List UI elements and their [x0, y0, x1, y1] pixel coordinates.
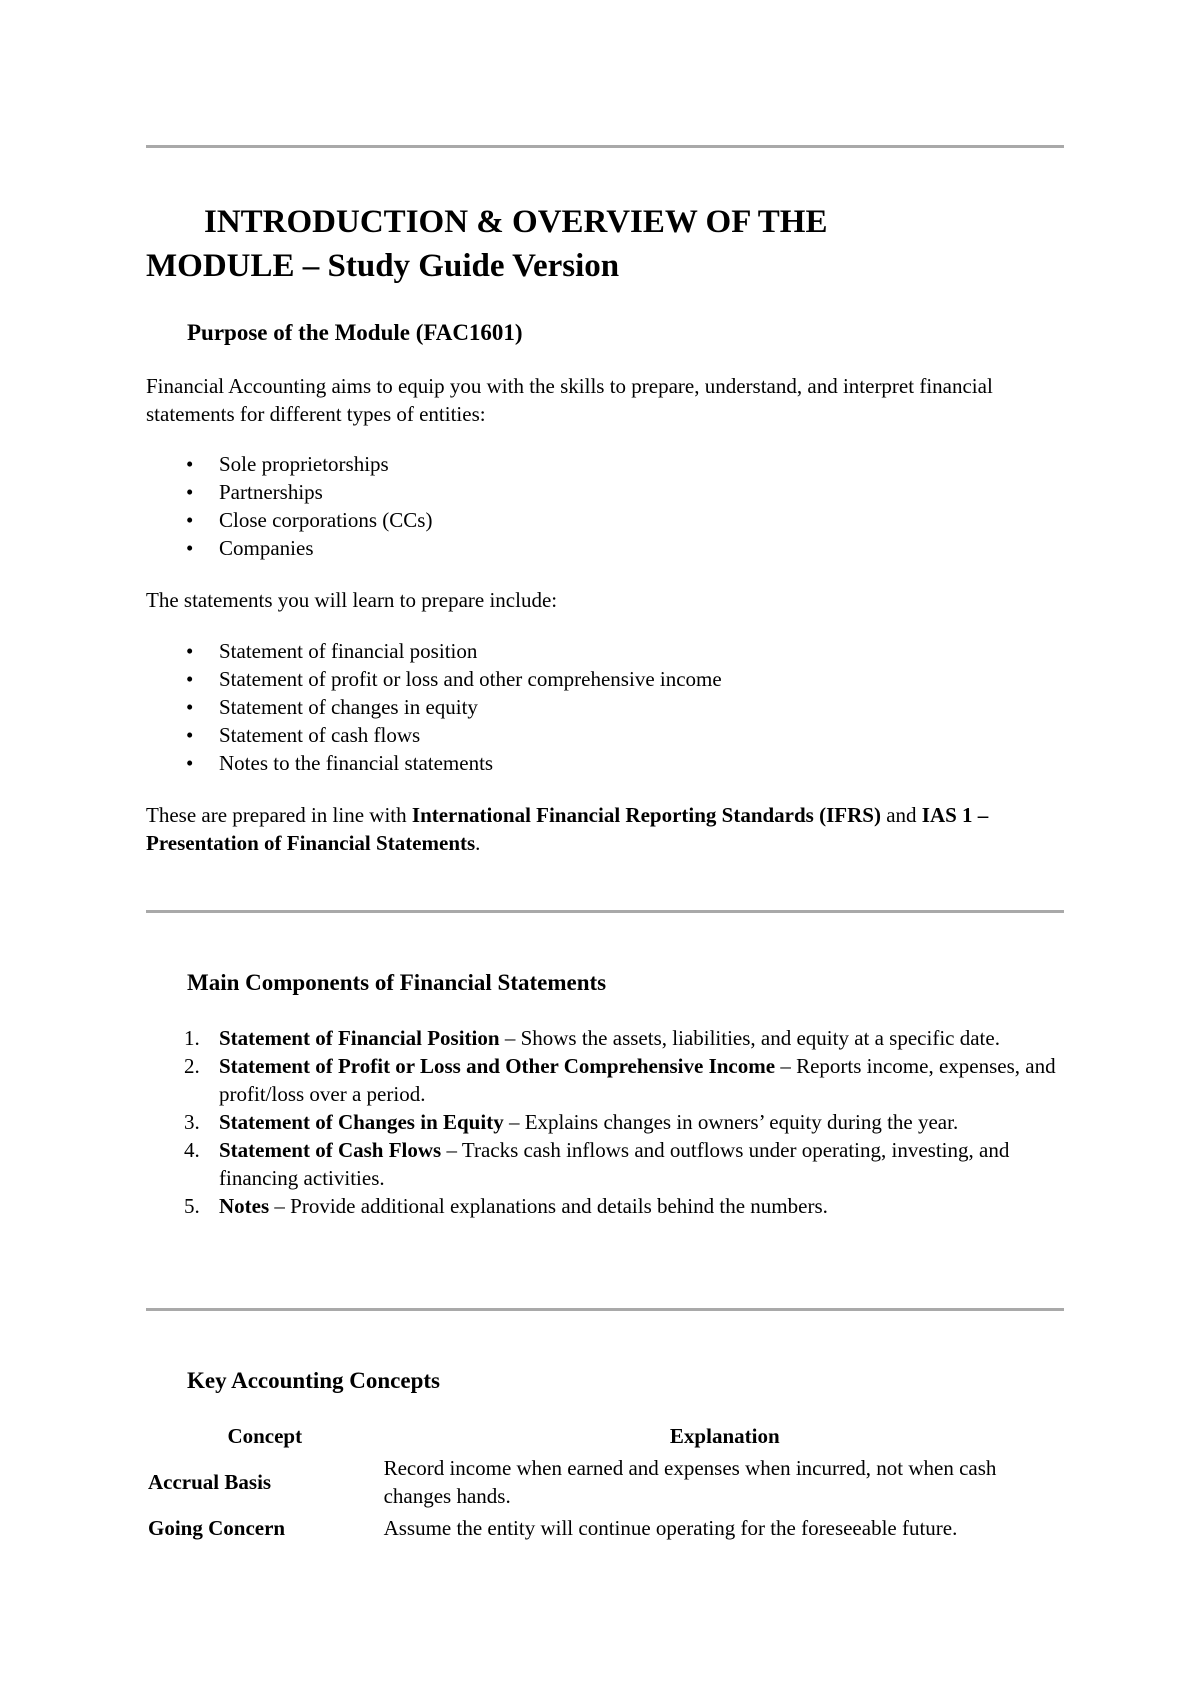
components-list	[146, 1024, 1066, 1220]
list-item: • Statement of profit or loss and other comprehensive income	[146, 665, 1066, 693]
explanation-column-header: Explanation	[669, 1424, 780, 1448]
components-section	[146, 968, 1066, 1220]
item-description: – Reports income, expenses, and profit/loss over a period.	[219, 1054, 1056, 1106]
concepts-heading: Key Accounting Concepts	[187, 1368, 440, 1393]
item-number: 3.	[184, 1110, 200, 1134]
list-item	[146, 1024, 1066, 1052]
title-line-2: MODULE – Study Guide Version	[146, 248, 620, 284]
standards-text-post: .	[475, 831, 481, 855]
statements-list	[146, 637, 1066, 777]
standards-text-pre: These are prepared in line with	[146, 803, 412, 827]
ias-term: IAS 1 – Presentation of Financial Statements	[146, 803, 989, 855]
explanation-cell: Assume the entity will continue operating for the foreseeable future.	[383, 1516, 958, 1540]
list-item: • Statement of cash flows	[146, 721, 1066, 749]
list-item: • Partnerships	[146, 478, 1066, 506]
title-line-1: INTRODUCTION & OVERVIEW OF THE	[204, 204, 828, 240]
list-item	[146, 1052, 1066, 1108]
item-number: 1.	[184, 1026, 200, 1050]
item-term: Statement of Profit or Loss and Other Comprehensive Income	[219, 1054, 776, 1078]
purpose-intro: Financial Accounting aims to equip you with the skills to prepare, understand, and interpret financial statements for different types of entities:	[146, 374, 993, 426]
concepts-section	[146, 1366, 1066, 1544]
entity-list	[146, 450, 1066, 562]
item-term: Statement of Financial Position	[219, 1026, 500, 1050]
table-row	[146, 1452, 1066, 1512]
list-item: • Companies	[146, 534, 1066, 562]
item-description: – Provide additional explanations and details behind the numbers.	[269, 1194, 828, 1218]
horizontal-rule-bottom	[146, 1308, 1064, 1311]
item-number: 5.	[184, 1194, 200, 1218]
item-description: – Shows the assets, liabilities, and equity at a specific date.	[499, 1026, 1000, 1050]
table-header-row	[146, 1422, 1066, 1452]
list-item: • Notes to the financial statements	[146, 749, 1066, 777]
list-item	[146, 1192, 1066, 1220]
concepts-table	[146, 1422, 1066, 1544]
item-term: Notes	[219, 1194, 270, 1218]
purpose-heading: Purpose of the Module (FAC1601)	[187, 320, 523, 345]
ifrs-term: International Financial Reporting Standards (IFRS)	[411, 803, 881, 827]
standards-paragraph	[146, 801, 1066, 857]
explanation-cell: Record income when earned and expenses when incurred, not when cash changes hands.	[383, 1456, 997, 1508]
standards-text-mid: and	[880, 803, 922, 827]
item-number: 2.	[184, 1054, 200, 1078]
item-number: 4.	[184, 1138, 200, 1162]
table-row	[146, 1512, 1066, 1544]
concept-cell: Accrual Basis	[148, 1470, 272, 1494]
concept-column-header: Concept	[227, 1424, 303, 1448]
purpose-section	[146, 318, 1066, 857]
list-item	[146, 1136, 1066, 1192]
horizontal-rule-top	[146, 145, 1064, 148]
item-term: Statement of Cash Flows	[219, 1138, 442, 1162]
list-item: • Statement of financial position	[146, 637, 1066, 665]
components-heading: Main Components of Financial Statements	[187, 970, 607, 995]
concept-cell: Going Concern	[148, 1516, 286, 1540]
item-description: – Explains changes in owners’ equity during the year.	[503, 1110, 959, 1134]
list-item: • Sole proprietorships	[146, 450, 1066, 478]
document-title	[146, 200, 1066, 288]
list-item	[146, 1108, 1066, 1136]
item-description: – Tracks cash inflows and outflows under operating, investing, and financing activities.	[219, 1138, 1010, 1190]
statements-intro: The statements you will learn to prepare include:	[146, 588, 558, 612]
list-item: • Close corporations (CCs)	[146, 506, 1066, 534]
item-term: Statement of Changes in Equity	[219, 1110, 504, 1134]
horizontal-rule-middle	[146, 910, 1064, 913]
list-item: • Statement of changes in equity	[146, 693, 1066, 721]
